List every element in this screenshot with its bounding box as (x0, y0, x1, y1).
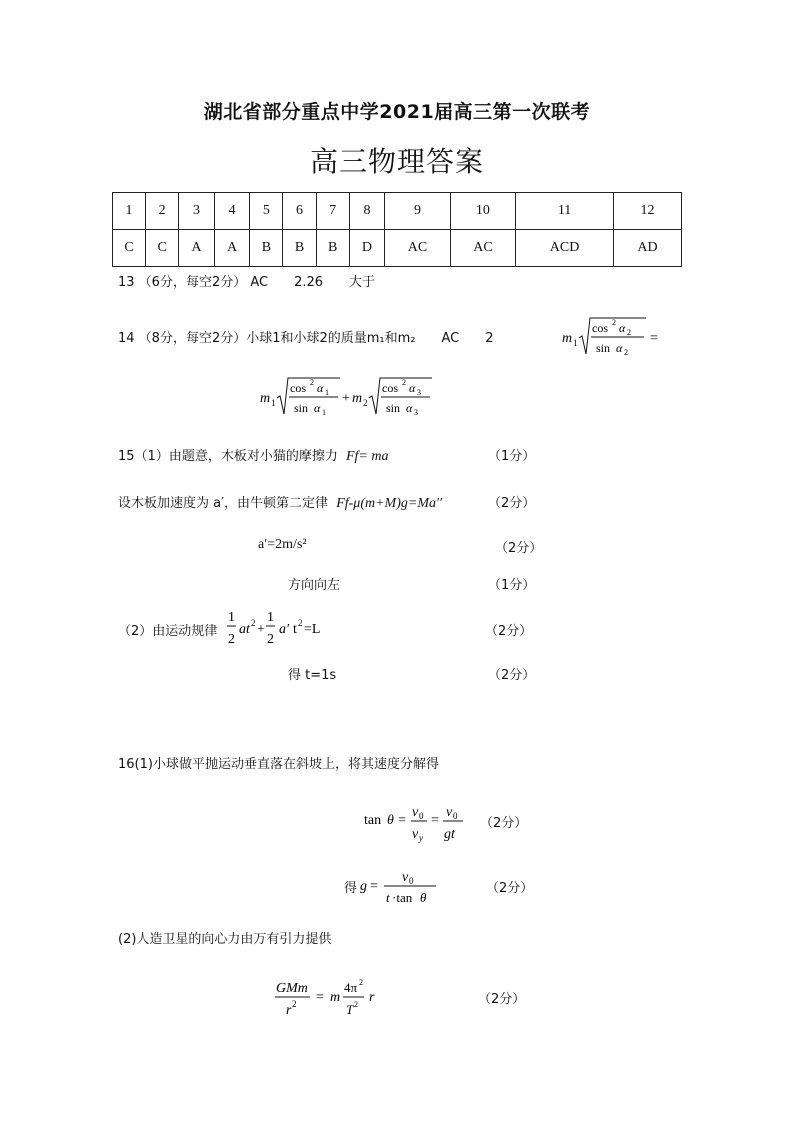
table-cell: 8 (349, 193, 385, 230)
svg-text:v: v (412, 827, 419, 842)
svg-text:a′: a′ (279, 622, 290, 637)
svg-text:m: m (352, 391, 363, 406)
svg-text:=L: =L (304, 622, 321, 637)
table-cell: ACD (516, 230, 614, 267)
table-cell: A (179, 230, 215, 267)
q15-line6: 得 t=1s (288, 668, 337, 683)
q15-line2 (118, 492, 442, 512)
table-cell: C (146, 230, 179, 267)
svg-text:0: 0 (419, 811, 424, 821)
svg-text:v: v (412, 805, 419, 820)
q16-equation-2-score: （2分） (486, 881, 534, 896)
q15-line1-score: （1分） (488, 449, 536, 464)
table-cell: 4 (214, 193, 250, 230)
q15-line2-equation: Ff-μ(m+M)g=Ma′′ (336, 496, 443, 511)
svg-text:tan: tan (364, 813, 382, 828)
svg-text:4π: 4π (344, 980, 358, 995)
svg-text:2: 2 (228, 632, 235, 647)
svg-text:GMm: GMm (276, 981, 308, 996)
svg-text:θ: θ (387, 813, 394, 828)
svg-text:2: 2 (298, 618, 303, 628)
svg-text:=: = (650, 331, 658, 346)
svg-text:1: 1 (267, 610, 274, 625)
svg-text:cos: cos (290, 381, 306, 395)
svg-text:2: 2 (310, 378, 314, 387)
svg-text:sin: sin (596, 341, 611, 355)
table-cell: 11 (516, 193, 614, 230)
svg-text:2: 2 (363, 398, 368, 408)
svg-text:2: 2 (354, 1000, 358, 1009)
table-cell: 2 (146, 193, 179, 230)
q15-line1-text: 15（1）由题意，木板对小猫的摩擦力 (118, 449, 338, 464)
table-cell: B (316, 230, 349, 267)
table-cell: 3 (179, 193, 215, 230)
q14-equation-rhs (258, 370, 438, 420)
q15-line5-score: （2分） (485, 624, 533, 639)
q16-line1: 16(1)小球做平抛运动垂直落在斜坡上，将其速度分解得 (118, 757, 439, 772)
svg-text:+: + (257, 622, 265, 637)
svg-text:sin: sin (294, 401, 309, 415)
table-cell: 1 (113, 193, 146, 230)
svg-text:=: = (316, 990, 324, 1005)
svg-text:=: = (431, 813, 439, 828)
q15-line6-score: （2分） (488, 668, 536, 683)
q15-line1 (118, 445, 388, 465)
q15-line2-score: （2分） (488, 496, 536, 511)
svg-text:g: g (360, 879, 367, 894)
table-cell: B (283, 230, 316, 267)
svg-text:t: t (386, 890, 390, 905)
q15-line3-equation: a′=2m/s² (258, 537, 307, 552)
q16-equation-2-prefix: 得 (344, 881, 358, 896)
svg-text:1: 1 (271, 398, 276, 408)
table-cell: AC (450, 230, 515, 267)
svg-text:0: 0 (409, 876, 414, 886)
svg-text:2: 2 (292, 999, 297, 1009)
table-cell: 9 (385, 193, 450, 230)
svg-text:2: 2 (359, 978, 363, 987)
q16-equation-1 (360, 800, 470, 844)
svg-text:1: 1 (228, 610, 235, 625)
svg-text:v: v (446, 805, 453, 820)
svg-text:r: r (286, 1003, 292, 1018)
svg-text:α: α (616, 341, 623, 355)
svg-text:m: m (562, 331, 573, 346)
q14-intro: 14 （8分，每空2分）小球1和小球2的质量m₁和m₂ AC 2 (118, 331, 494, 346)
svg-text:1: 1 (325, 388, 329, 397)
table-row-answers (113, 230, 682, 267)
svg-text:α: α (314, 401, 321, 415)
svg-text:y: y (419, 833, 423, 843)
svg-text:·tan: ·tan (392, 890, 413, 905)
svg-text:3: 3 (414, 408, 418, 417)
svg-text:1: 1 (573, 338, 578, 348)
svg-text:v: v (402, 870, 409, 885)
svg-text:3: 3 (417, 388, 421, 397)
q15-line5-text: （2）由运动规律 (118, 624, 218, 639)
svg-text:2: 2 (267, 632, 274, 647)
q14-equation-lhs (560, 310, 670, 360)
q15-line5-equation (226, 605, 336, 651)
svg-text:α: α (409, 381, 416, 395)
q16-equation-1-score: （2分） (480, 816, 528, 831)
answer-table (112, 192, 682, 267)
table-cell: C (113, 230, 146, 267)
table-cell: 12 (613, 193, 681, 230)
svg-text:α: α (406, 401, 413, 415)
svg-text:cos: cos (592, 321, 608, 335)
svg-text:θ: θ (420, 890, 427, 905)
svg-text:2: 2 (624, 348, 628, 357)
table-cell: AC (385, 230, 450, 267)
table-cell: AD (613, 230, 681, 267)
table-cell: 5 (250, 193, 283, 230)
svg-text:1: 1 (322, 408, 326, 417)
svg-text:2: 2 (251, 618, 256, 628)
svg-text:m: m (330, 990, 341, 1005)
svg-text:2: 2 (402, 378, 406, 387)
table-cell: 7 (316, 193, 349, 230)
table-row-numbers (113, 193, 682, 230)
table-cell: A (214, 230, 250, 267)
table-cell: 6 (283, 193, 316, 230)
q15-line2-text: 设木板加速度为 a′，由牛顿第二定律 (118, 496, 329, 511)
svg-text:2: 2 (627, 328, 631, 337)
svg-text:t: t (293, 622, 297, 637)
table-cell: D (349, 230, 385, 267)
svg-text:at: at (239, 622, 250, 637)
table-cell: B (250, 230, 283, 267)
q16-equation-2 (358, 864, 448, 908)
table-cell: 10 (450, 193, 515, 230)
svg-text:0: 0 (453, 811, 458, 821)
document-title: 湖北省部分重点中学2021届高三第一次联考 (203, 101, 591, 123)
svg-text:α: α (317, 381, 324, 395)
q15-line4-score: （1分） (488, 578, 536, 593)
q15-line4: 方向向左 (288, 578, 341, 593)
svg-text:sin: sin (386, 401, 401, 415)
q15-line1-equation: Ff= ma (345, 449, 389, 464)
q16-equation-3 (272, 972, 402, 1022)
svg-text:T: T (346, 1002, 354, 1017)
svg-text:m: m (260, 391, 271, 406)
q16-equation-3-score: （2分） (478, 992, 526, 1007)
q15-line3-score: （2分） (495, 541, 543, 556)
svg-text:=: = (370, 879, 378, 894)
svg-text:r: r (369, 990, 375, 1005)
document-subtitle: 高三物理答案 (309, 145, 484, 178)
svg-text:=: = (398, 813, 406, 828)
svg-text:cos: cos (382, 381, 398, 395)
q13-answer: 13 （6分，每空2分） AC 2.26 大于 (118, 275, 376, 290)
svg-text:2: 2 (612, 318, 616, 327)
svg-text:gt: gt (444, 827, 455, 842)
svg-text:+: + (342, 391, 350, 406)
svg-text:α: α (619, 321, 626, 335)
q16-line2: (2)人造卫星的向心力由万有引力提供 (118, 932, 332, 947)
